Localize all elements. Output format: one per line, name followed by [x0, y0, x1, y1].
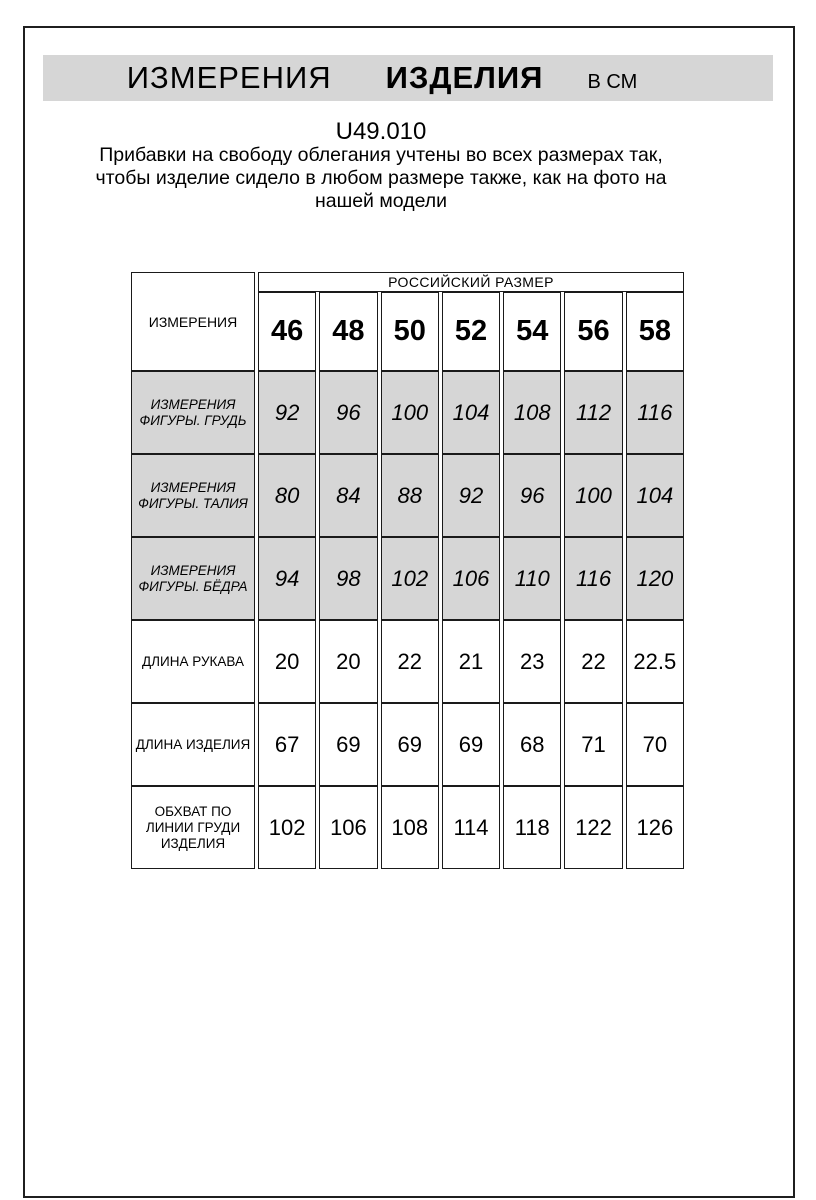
row-label: ДЛИНА ИЗДЕЛИЯ	[131, 703, 255, 786]
value-cell: 69	[319, 703, 377, 786]
value-cell: 96	[503, 454, 561, 537]
group-header-russian-size: РОССИЙСКИЙ РАЗМЕР	[258, 272, 684, 292]
size-chart-table	[128, 272, 687, 869]
table-row	[131, 537, 684, 620]
value-cell: 104	[442, 371, 500, 454]
value-cell: 71	[564, 703, 622, 786]
value-cell: 67	[258, 703, 316, 786]
document-page	[23, 26, 795, 1198]
value-cell: 106	[442, 537, 500, 620]
value-cell: 102	[258, 786, 316, 869]
value-cell: 88	[381, 454, 439, 537]
value-cell: 108	[503, 371, 561, 454]
size-header-58: 58	[626, 292, 684, 371]
value-cell: 70	[626, 703, 684, 786]
value-cell: 114	[442, 786, 500, 869]
value-cell: 92	[442, 454, 500, 537]
table-row	[131, 786, 684, 869]
size-header-54: 54	[503, 292, 561, 371]
value-cell: 100	[381, 371, 439, 454]
value-cell: 84	[319, 454, 377, 537]
title-banner	[43, 55, 773, 101]
value-cell: 20	[319, 620, 377, 703]
fit-note	[25, 144, 793, 213]
row-label: ОБХВАТ ПО ЛИНИИ ГРУДИ ИЗДЕЛИЯ	[131, 786, 255, 869]
value-cell: 110	[503, 537, 561, 620]
value-cell: 126	[626, 786, 684, 869]
row-label: ДЛИНА РУКАВА	[131, 620, 255, 703]
table-row	[131, 371, 684, 454]
value-cell: 102	[381, 537, 439, 620]
size-header-48: 48	[319, 292, 377, 371]
fit-note-line-1: Прибавки на свободу облегания учтены во всех размерах так,	[99, 144, 663, 166]
size-header-52: 52	[442, 292, 500, 371]
value-cell: 108	[381, 786, 439, 869]
value-cell: 21	[442, 620, 500, 703]
table-row	[131, 620, 684, 703]
value-cell: 80	[258, 454, 316, 537]
value-cell: 94	[258, 537, 316, 620]
value-cell: 22.5	[626, 620, 684, 703]
value-cell: 92	[258, 371, 316, 454]
row-label: ИЗМЕРЕНИЯ ФИГУРЫ. ГРУДЬ	[131, 371, 255, 454]
value-cell: 100	[564, 454, 622, 537]
row-label: ИЗМЕРЕНИЯ ФИГУРЫ. БЁДРА	[131, 537, 255, 620]
product-code: U49.010	[335, 118, 427, 145]
value-cell: 106	[319, 786, 377, 869]
fit-note-line-2: чтобы изделие сидело в любом размере также, как на фото на	[95, 167, 667, 189]
fit-note-line-3: нашей модели	[314, 190, 448, 212]
value-cell: 112	[564, 371, 622, 454]
corner-header-measurements: ИЗМЕРЕНИЯ	[131, 272, 255, 371]
value-cell: 22	[564, 620, 622, 703]
value-cell: 118	[503, 786, 561, 869]
value-cell: 104	[626, 454, 684, 537]
table-header-row-group	[131, 272, 684, 292]
value-cell: 69	[442, 703, 500, 786]
title-word-measurements: ИЗМЕРЕНИЯ	[126, 60, 332, 95]
value-cell: 116	[626, 371, 684, 454]
value-cell: 96	[319, 371, 377, 454]
row-label: ИЗМЕРЕНИЯ ФИГУРЫ. ТАЛИЯ	[131, 454, 255, 537]
title-unit: В СМ	[587, 71, 638, 93]
size-header-50: 50	[381, 292, 439, 371]
value-cell: 69	[381, 703, 439, 786]
value-cell: 116	[564, 537, 622, 620]
table-row	[131, 703, 684, 786]
value-cell: 22	[381, 620, 439, 703]
value-cell: 20	[258, 620, 316, 703]
value-cell: 68	[503, 703, 561, 786]
table-row	[131, 454, 684, 537]
size-header-56: 56	[564, 292, 622, 371]
value-cell: 98	[319, 537, 377, 620]
value-cell: 122	[564, 786, 622, 869]
size-header-46: 46	[258, 292, 316, 371]
title-word-product: ИЗДЕЛИЯ	[385, 60, 544, 95]
value-cell: 23	[503, 620, 561, 703]
value-cell: 120	[626, 537, 684, 620]
